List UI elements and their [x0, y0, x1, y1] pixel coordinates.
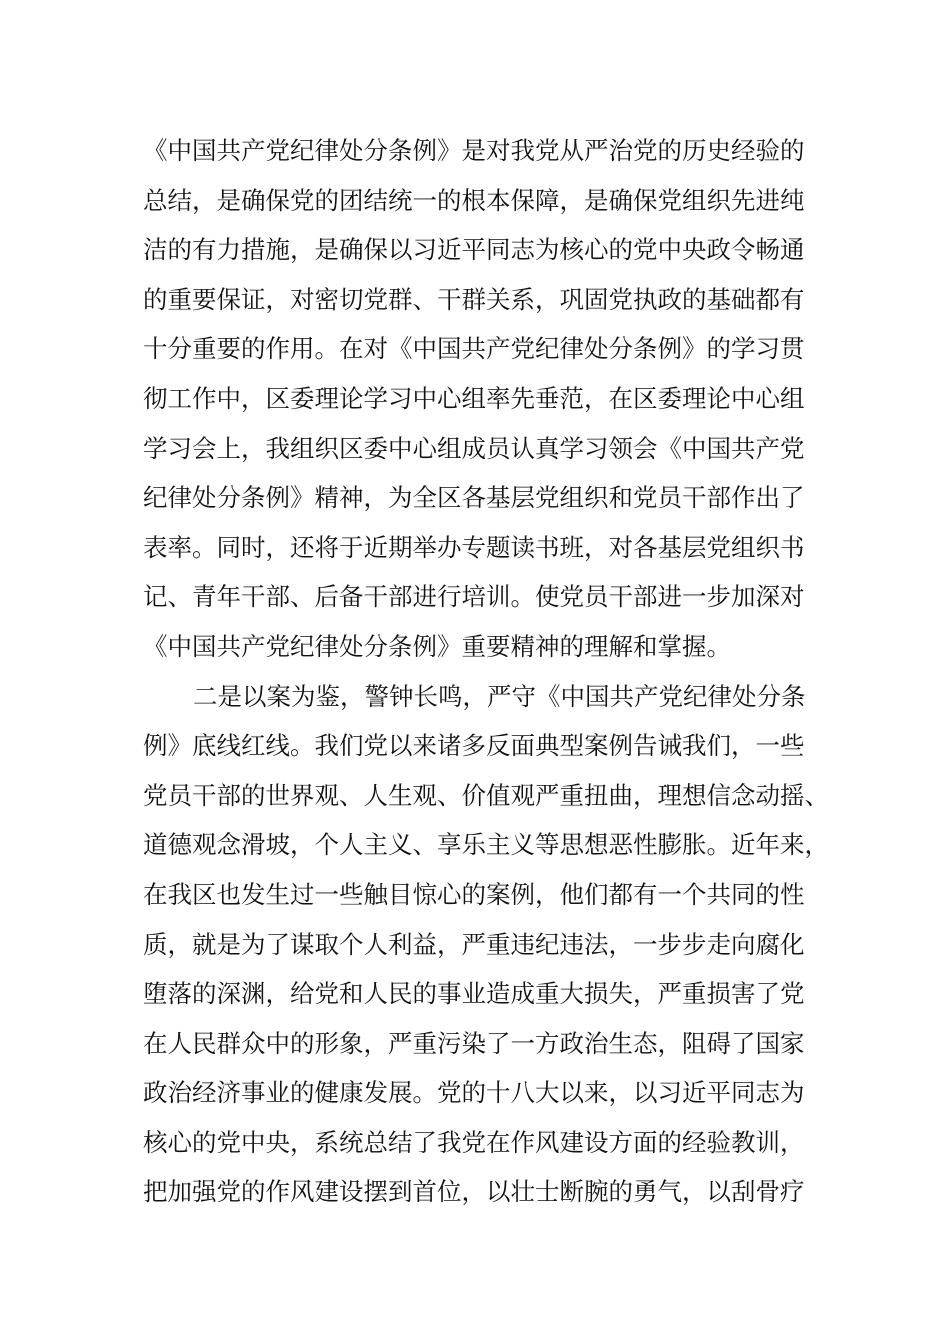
text-line: 洁的有力措施，是确保以习近平同志为核心的党中央政令畅通: [143, 235, 805, 265]
text-line: 堕落的深渊，给党和人民的事业造成重大损失，严重损害了党: [143, 979, 805, 1009]
text-line: 核心的党中央，系统总结了我党在作风建设方面的经验教训，: [143, 1127, 805, 1157]
text-line: 道德观念滑坡，个人主义、享乐主义等思想恶性膨胀。近年来，: [143, 830, 829, 860]
text-line: 在人民群众中的形象，严重污染了一方政治生态，阻碍了国家: [143, 1028, 805, 1058]
text-line: 的重要保证，对密切党群、干群关系，巩固党执政的基础都有: [143, 284, 805, 314]
text-line: 《中国共产党纪律处分条例》是对我党从严治党的历史经验的: [143, 136, 805, 165]
text-line: 在我区也发生过一些触目惊心的案例，他们都有一个共同的性: [143, 879, 805, 909]
text-line: 学习会上，我组织区委中心组成员认真学习领会《中国共产党: [143, 433, 805, 463]
text-line: 记、青年干部、后备干部进行培训。使党员干部进一步加深对: [143, 582, 805, 612]
paragraph-start-line: 二是以案为鉴，警钟长鸣，严守《中国共产党纪律处分条: [193, 681, 806, 711]
body-text: [143, 126, 829, 1217]
text-line: 总结，是确保党的团结统一的根本保障，是确保党组织先进纯: [143, 185, 805, 215]
text-line: 彻工作中，区委理论学习中心组率先垂范，在区委理论中心组: [143, 383, 805, 413]
text-line: 把加强党的作风建设摆到首位，以壮士断腕的勇气，以刮骨疗: [143, 1177, 805, 1207]
text-line: 十分重要的作用。在对《中国共产党纪律处分条例》的学习贯: [143, 334, 805, 364]
text-line: 质，就是为了谋取个人利益，严重违纪违法，一步步走向腐化: [143, 929, 805, 959]
text-line: 党员干部的世界观、人生观、价值观严重扭曲，理想信念动摇、: [143, 780, 829, 810]
text-line: 例》底线红线。我们党以来诸多反面典型案例告诫我们，一些: [143, 731, 805, 761]
text-line: 《中国共产党纪律处分条例》重要精神的理解和掌握。: [143, 631, 731, 661]
text-line: 表率。同时，还将于近期举办专题读书班，对各基层党组织书: [143, 532, 805, 562]
text-line: 政治经济事业的健康发展。党的十八大以来，以习近平同志为: [143, 1078, 805, 1108]
text-line: 纪律处分条例》精神，为全区各基层党组织和党员干部作出了: [143, 483, 805, 513]
